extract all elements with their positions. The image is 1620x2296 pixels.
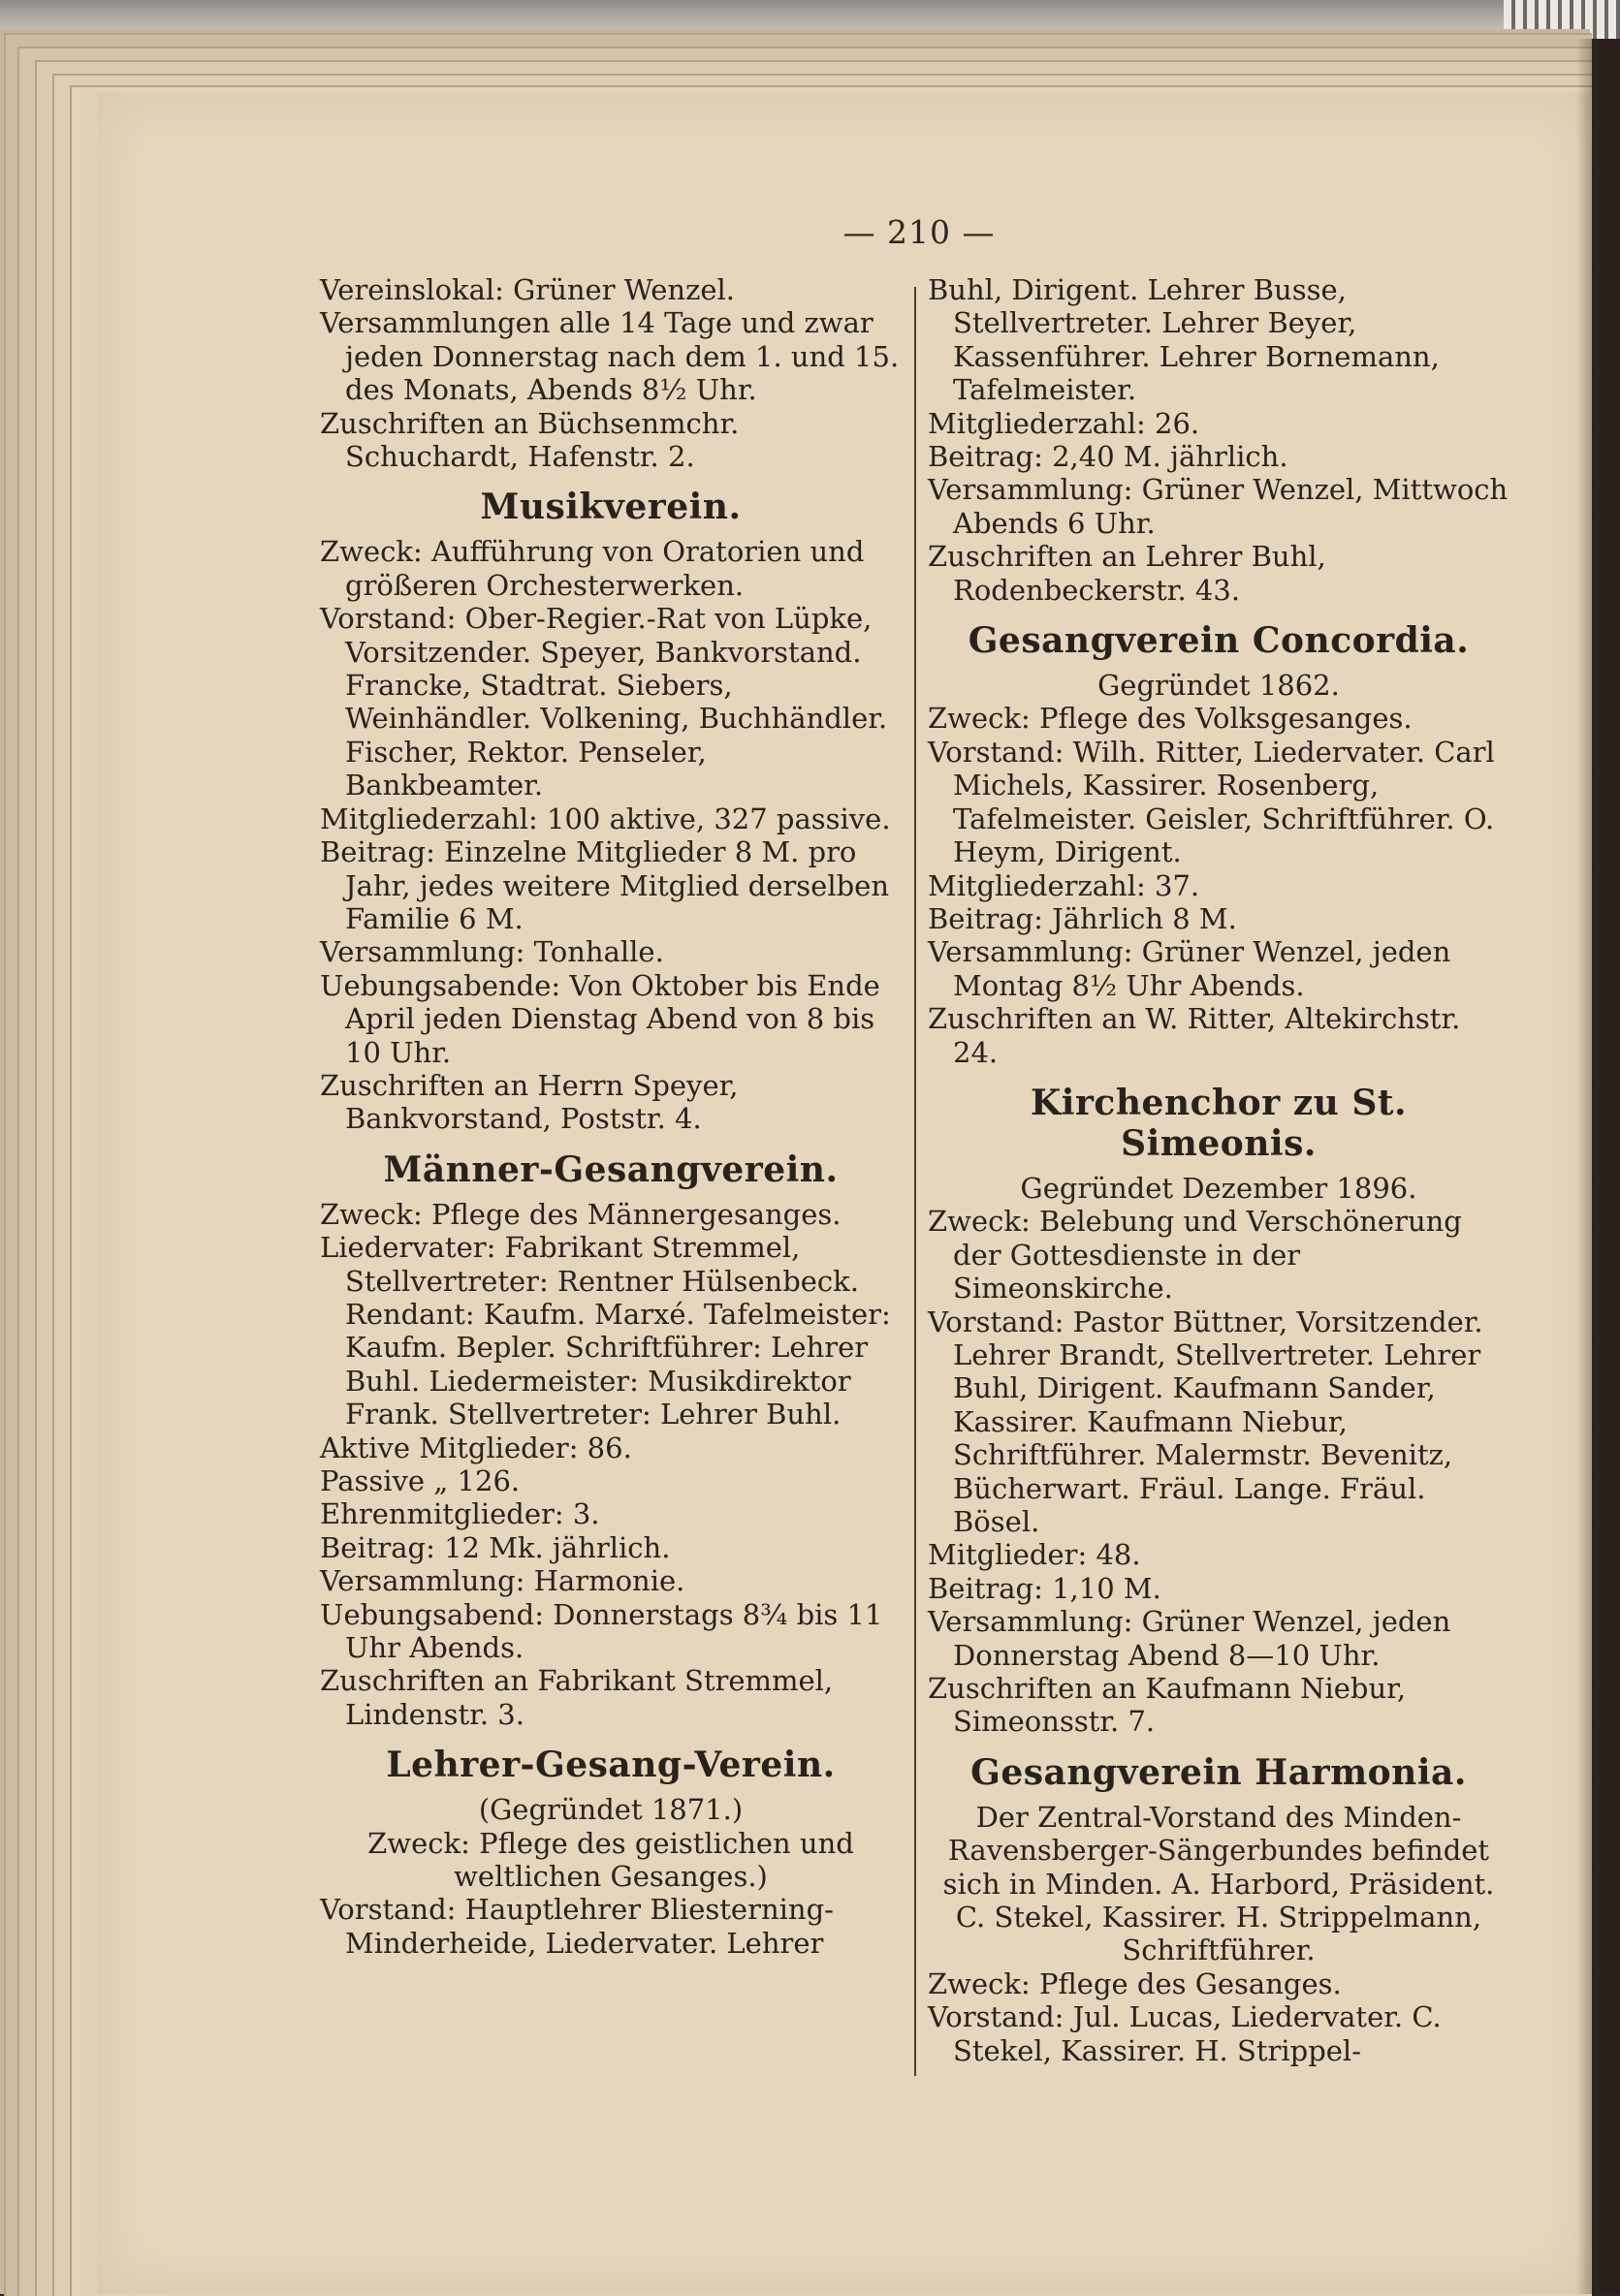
entry-text: Beitrag: Einzelne Mitglieder 8 M. pro Jahr, jedes weitere Mitglied derselben Familie 6 M. <box>320 835 889 935</box>
entry-text: Zweck: Pflege des Volksgesanges. <box>928 702 1413 736</box>
entry-text: Beitrag: 2,40 M. jährlich. <box>928 440 1288 474</box>
entry-text: Mitgliederzahl: 26. <box>928 406 1200 440</box>
entry-text: Beitrag: 1,10 M. <box>928 1571 1161 1605</box>
section-heading: Gesangverein Harmonia. <box>970 1751 1467 1793</box>
column-divider <box>914 287 916 2076</box>
entry-text: Vereinslokal: Grüner Wenzel. <box>320 273 736 306</box>
entry-text: Zuschriften an Lehrer Buhl, Rodenbeckerstr. 43. <box>928 540 1326 607</box>
entry-text: Versammlung: Harmonie. <box>320 1564 685 1598</box>
entry-text: Buhl, Dirigent. Lehrer Busse, Stellvertreter. Lehrer Beyer, Kassenführer. Lehrer Bornemann, Tafelmeister. <box>928 273 1440 407</box>
section-heading: Lehrer-Gesang-Verein. <box>386 1745 836 1786</box>
section-heading: Männer-Gesangverein. <box>383 1148 839 1190</box>
entry-text: Vorstand: Ober-Regier.-Rat von Lüpke, Vorsitzender. Speyer, Bankvorstand. Francke, Stadtrat. Siebers, Weinhändler. Volkening, Buchhändler. Fischer, Rektor. Penseler, Bankbeamter. <box>320 602 888 802</box>
right-column <box>928 273 1509 2067</box>
page-number: — 210 — <box>842 213 996 251</box>
entry-text: Zuschriften an Büchsenmchr. Schuchardt, Hafenstr. 2. <box>320 406 740 474</box>
entry-text: Mitgliederzahl: 100 aktive, 327 passive. <box>320 802 891 835</box>
left-column <box>320 273 902 1960</box>
entry-text: Beitrag: Jährlich 8 M. <box>928 901 1237 935</box>
entry-text: Beitrag: 12 Mk. jährlich. <box>320 1530 671 1564</box>
entry-text: Vorstand: Pastor Büttner, Vorsitzender. Lehrer Brandt, Stellvertreter. Lehrer Buhl, Dirigent. Kaufmann Sander, Kassirer. Kaufmann Niebur, Schriftführer. Malermstr. Bevenitz, Bücherwart. Fräul. Lange. Fräul. Bösel. <box>928 1305 1483 1538</box>
centered-line: Gegründet 1862. <box>1097 669 1340 703</box>
entry-text: Zweck: Belebung und Verschönerung der Gottesdienste in der Simeonskirche. <box>928 1205 1462 1305</box>
section-heading: Kirchenchor zu St. Simeonis. <box>1030 1082 1408 1164</box>
entry-text: Zweck: Pflege des Männergesanges. <box>320 1197 842 1231</box>
entry-text: Zuschriften an W. Ritter, Altekirchstr. 24. <box>928 1002 1461 1069</box>
centered-line: (Gegründet 1871.) <box>478 1793 744 1827</box>
entry-text: Zuschriften an Kaufmann Niebur, Simeonsstr. 7. <box>928 1672 1407 1739</box>
entry-text: Zweck: Pflege des Gesanges. <box>928 1966 1342 2000</box>
gutter-shadow <box>1576 39 1620 2294</box>
entry-text: Vorstand: Hauptlehrer Bliesterning-Minderheide, Liedervater. Lehrer <box>320 1893 834 1960</box>
entry-text: Versammlung: Grüner Wenzel, jeden Donnerstag Abend 8—10 Uhr. <box>928 1605 1451 1672</box>
entry-text: Versammlung: Tonhalle. <box>320 935 664 969</box>
section-heading: Musikverein. <box>480 487 742 528</box>
entry-text: Uebungsabende: Von Oktober bis Ende April jeden Dienstag Abend von 8 bis 10 Uhr. <box>320 968 880 1069</box>
centered-line: Gegründet Dezember 1896. <box>1020 1171 1417 1205</box>
entry-text: Zuschriften an Fabrikant Stremmel, Lindenstr. 3. <box>320 1664 834 1731</box>
entry-text: Passive „ 126. <box>320 1464 521 1497</box>
section-heading: Gesangverein Concordia. <box>968 620 1470 662</box>
entry-text: Mitgliederzahl: 37. <box>928 868 1200 902</box>
entry-text: Aktive Mitglieder: 86. <box>320 1431 632 1464</box>
entry-text: Mitglieder: 48. <box>928 1538 1141 1572</box>
entry-text: Zweck: Aufführung von Oratorien und größeren Orchesterwerken. <box>320 535 865 602</box>
entry-text: Vorstand: Jul. Lucas, Liedervater. C. Stekel, Kassirer. H. Strippel- <box>928 2000 1442 2067</box>
entry-text: Versammlungen alle 14 Tage und zwar jeden Donnerstag nach dem 1. und 15. des Monats, Abends 8½ Uhr. <box>320 306 900 407</box>
entry-text: Versammlung: Grüner Wenzel, Mittwoch Abends 6 Uhr. <box>928 473 1509 540</box>
entry-text: Zuschriften an Herrn Speyer, Bankvorstand, Poststr. 4. <box>320 1068 739 1136</box>
entry-text: Ehrenmitglieder: 3. <box>320 1497 600 1531</box>
entry-text: Vorstand: Wilh. Ritter, Liedervater. Carl Michels, Kassirer. Rosenberg, Tafelmeister. Geisler, Schriftführer. O. Heym, Dirigent. <box>928 735 1495 869</box>
entry-text: Uebungsabend: Donnerstags 8¾ bis 11 Uhr Abends. <box>320 1597 883 1665</box>
centered-line: Zweck: Pflege des geistlichen und weltlichen Gesanges.) <box>367 1826 854 1894</box>
entry-text: Liedervater: Fabrikant Stremmel, Stellvertreter: Rentner Hülsenbeck. Rendant: Kaufm. Marxé. Tafelmeister: Kaufm. Bepler. Schriftführer: Lehrer Buhl. Liedermeister: Musikdirektor Frank. Stellvertreter: Lehrer Buhl. <box>320 1231 891 1431</box>
entry-text: Versammlung: Grüner Wenzel, jeden Montag 8½ Uhr Abends. <box>928 935 1451 1002</box>
centered-line: Der Zentral-Vorstand des Minden-Ravensberger-Sängerbundes befindet sich in Minden. A. Harbord, Präsident. C. Stekel, Kassirer. H. Strippelmann, Schriftführer. <box>942 1800 1495 1967</box>
